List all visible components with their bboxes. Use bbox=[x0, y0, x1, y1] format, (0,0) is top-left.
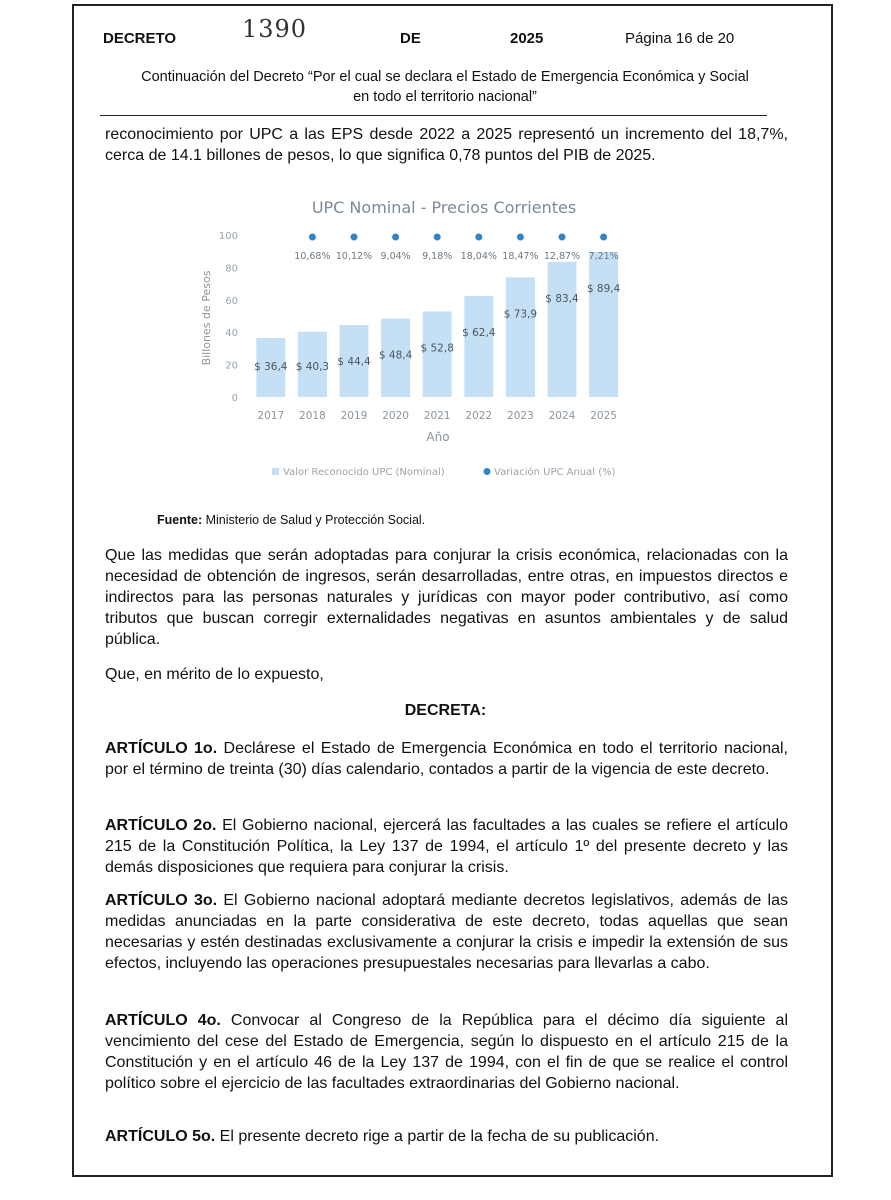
bar-value-label: $ 44,4 bbox=[337, 356, 371, 369]
y-tick-label: 80 bbox=[225, 263, 238, 275]
y-tick-label: 40 bbox=[225, 328, 238, 340]
variation-point-2022 bbox=[475, 234, 482, 241]
intro-paragraph: reconocimiento por UPC a las EPS desde 2022 a 2025 representó un incremento del 18,7%, cerca de 14.1 billones de pesos, lo que significa 0,78 puntos del PIB de 2025. bbox=[105, 126, 788, 164]
chart-source bbox=[157, 513, 425, 527]
x-tick-label: 2025 bbox=[590, 410, 617, 422]
variation-label: 7,21% bbox=[588, 251, 619, 262]
variation-point-2018 bbox=[309, 234, 316, 241]
variation-point-2020 bbox=[392, 234, 399, 241]
x-tick-label: 2019 bbox=[340, 410, 368, 422]
source-text: Ministerio de Salud y Protección Social. bbox=[202, 513, 426, 527]
chart-y-axis-label: Billones de Pesos bbox=[200, 270, 213, 366]
variation-label: 10,12% bbox=[335, 251, 373, 262]
continuation-title bbox=[100, 67, 790, 107]
continuation-line-2: en todo el territorio nacional” bbox=[353, 89, 537, 105]
variation-label: 18,47% bbox=[502, 251, 539, 262]
article-2-title: ARTÍCULO 2o. bbox=[105, 817, 217, 834]
variation-point-2019 bbox=[351, 234, 358, 241]
variation-label: 10,68% bbox=[294, 251, 331, 262]
chart-title: UPC Nominal - Precios Corrientes bbox=[311, 198, 577, 217]
decree-number: 1390 bbox=[242, 15, 308, 43]
de-label: DE bbox=[400, 30, 421, 47]
x-tick-label: 2023 bbox=[507, 410, 534, 422]
source-label: Fuente: bbox=[157, 513, 203, 527]
legend-swatch-variacion bbox=[484, 468, 491, 475]
variation-point-2024 bbox=[559, 234, 566, 241]
variation-label: 9,04% bbox=[380, 251, 411, 262]
x-tick-label: 2024 bbox=[548, 410, 576, 422]
bar-2025 bbox=[589, 252, 618, 397]
y-tick-label: 20 bbox=[225, 360, 238, 372]
upc-chart bbox=[190, 190, 650, 495]
variation-label: 12,87% bbox=[543, 251, 581, 262]
article-4-title: ARTÍCULO 4o. bbox=[105, 1012, 221, 1029]
variation-point-2021 bbox=[434, 234, 441, 241]
bar-value-label: $ 40,3 bbox=[295, 361, 330, 373]
article-4-text: Convocar al Congreso de la República para el décimo día siguiente al vencimiento del cese del Estado de Emergencia, según lo dispuesto en el artículo 215 de la Constitución y en el artículo 46 de la Ley 137 de 1994, con el fin de que se realice el control político sobre el ejercicio de las facultades extraordinarias del Gobierno nacional. bbox=[105, 1012, 788, 1092]
bar-value-label: $ 62,4 bbox=[462, 326, 496, 339]
bar-value-label: $ 89,4 bbox=[586, 283, 621, 296]
x-tick-label: 2021 bbox=[423, 410, 451, 422]
article-3-text: El Gobierno nacional adoptará mediante decretos legislativos, además de las medidas anunciadas en la parte considerativa de este decreto, todas aquellas que sean necesarias y estén destinadas exclusivamente a conjurar la crisis e impedir la extensión de sus efectos, incluyendo las operaciones presupuestales necesarias para llevarlas a cabo. bbox=[105, 892, 788, 972]
legend-swatch-valor bbox=[272, 468, 279, 475]
page-number: Página 16 de 20 bbox=[625, 30, 735, 47]
y-tick-label: 0 bbox=[231, 393, 238, 404]
bar-value-label: $ 52,8 bbox=[420, 342, 454, 355]
paragraph-merito: Que, en mérito de lo expuesto, bbox=[105, 666, 324, 683]
header-divider bbox=[100, 115, 767, 116]
article-3-title: ARTÍCULO 3o. bbox=[105, 892, 218, 909]
article-2-text: El Gobierno nacional, ejercerá las facultades a las cuales se refiere el artículo 215 de la Constitución Política, la Ley 137 de 1994, el artículo 1º del presente decreto y las demás disposiciones que requiera para conjurar la crisis. bbox=[105, 817, 789, 876]
variation-label: 18,04% bbox=[460, 251, 497, 262]
paragraph-medidas: Que las medidas que serán adoptadas para conjurar la crisis económica, relacionadas con la necesidad de obtención de ingresos, serán desarrolladas, entre otras, en impuestos directos e indirectos para las personas naturales y jurídicas con mayor poder contributivo, así como tributos que buscan corregir externalidades negativas en asuntos ambientales y de salud pública. bbox=[105, 547, 788, 648]
decreto-label: DECRETO bbox=[103, 30, 177, 47]
article-3 bbox=[105, 890, 788, 974]
bar-2024 bbox=[548, 262, 577, 397]
chart-x-axis-label: Año bbox=[426, 430, 450, 444]
bar-value-label: $ 36,4 bbox=[254, 361, 288, 373]
x-tick-label: 2022 bbox=[465, 410, 493, 422]
article-5 bbox=[105, 1126, 788, 1147]
legend-label-variacion: Variación UPC Anual (%) bbox=[494, 467, 616, 478]
article-1-text: Declárese el Estado de Emergencia Económica en todo el territorio nacional, por el término de treinta (30) días calendario, contados a partir de la vigencia de este decreto. bbox=[105, 740, 789, 778]
y-tick-label: 100 bbox=[218, 231, 238, 242]
bar-2023 bbox=[503, 277, 538, 397]
article-1-title: ARTÍCULO 1o. bbox=[105, 740, 218, 757]
variation-point-2025 bbox=[600, 234, 607, 241]
decree-year: 2025 bbox=[510, 30, 544, 47]
bar-value-label: $ 48,4 bbox=[378, 349, 413, 362]
y-tick-label: 60 bbox=[225, 295, 238, 307]
article-1 bbox=[105, 738, 788, 780]
article-2 bbox=[105, 815, 788, 878]
article-5-text: El presente decreto rige a partir de la fecha de su publicación. bbox=[215, 1128, 660, 1145]
bar-value-label: $ 73,9 bbox=[503, 308, 538, 321]
continuation-line-1: Continuación del Decreto “Por el cual se declara el Estado de Emergencia Económica y Social bbox=[141, 69, 749, 85]
variation-point-2023 bbox=[517, 234, 524, 241]
x-tick-label: 2018 bbox=[299, 410, 326, 422]
legend-label-valor: Valor Reconocido UPC (Nominal) bbox=[283, 467, 445, 478]
x-tick-label: 2017 bbox=[257, 410, 285, 422]
article-4 bbox=[105, 1010, 788, 1094]
x-tick-label: 2020 bbox=[382, 410, 409, 422]
bar-2022 bbox=[464, 296, 493, 397]
article-5-title: ARTÍCULO 5o. bbox=[105, 1128, 216, 1145]
variation-label: 9,18% bbox=[422, 251, 453, 262]
bar-value-label: $ 83,4 bbox=[545, 292, 579, 305]
decreta-heading: DECRETA: bbox=[404, 702, 487, 719]
